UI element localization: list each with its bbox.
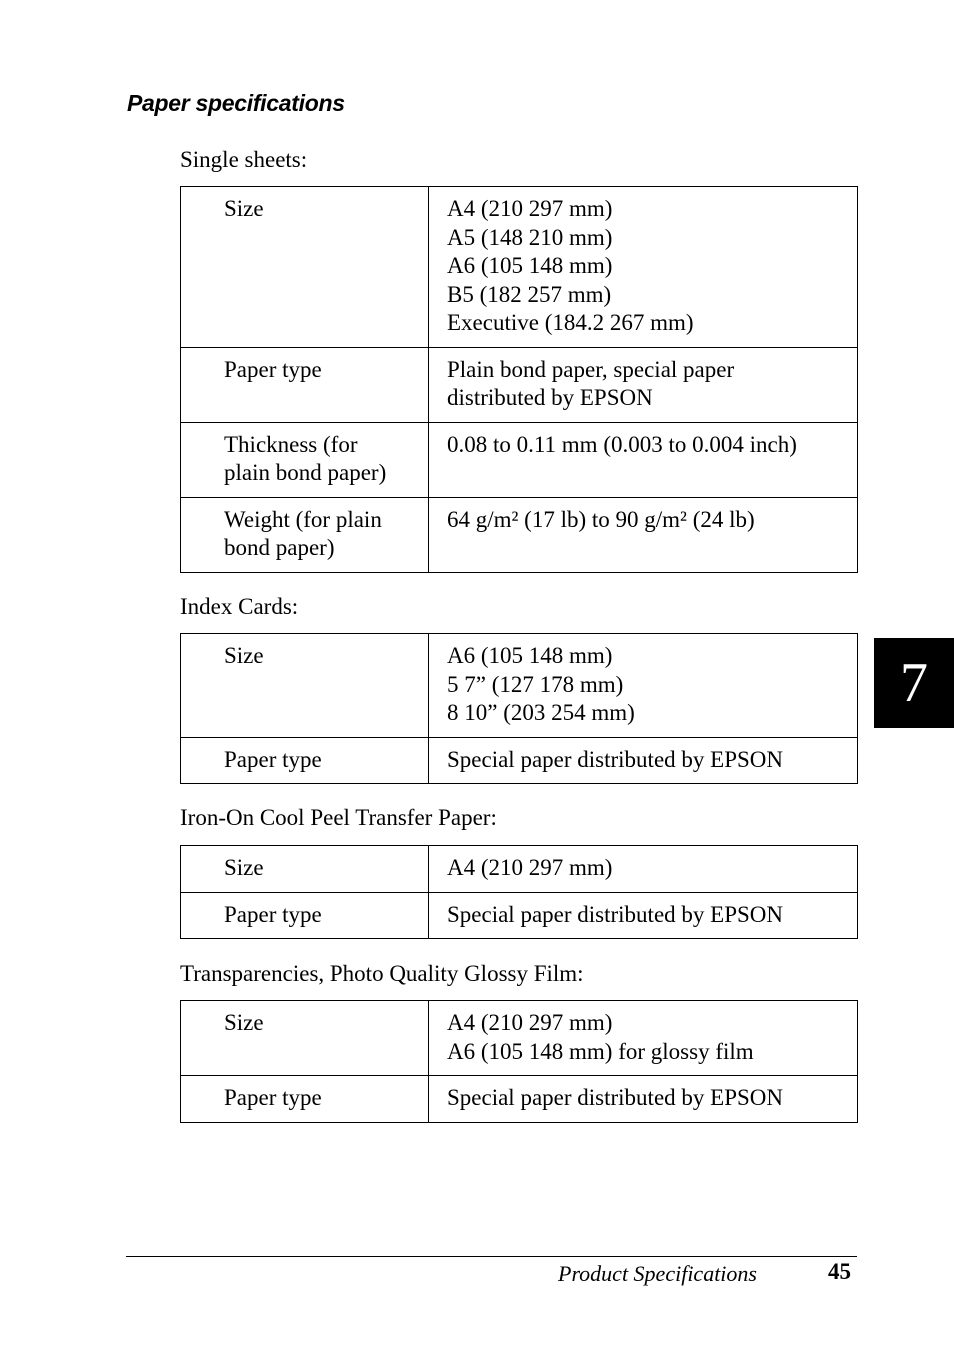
iron-on-table [180, 845, 858, 939]
table-row [181, 422, 858, 497]
single-sheets-table [180, 186, 858, 573]
table-row [181, 347, 858, 422]
spec-key: Size [181, 846, 429, 893]
spec-value: Plain bond paper, special paper distributed by EPSON [429, 347, 858, 422]
iron-on-label: Iron-On Cool Peel Transfer Paper: [180, 805, 497, 830]
table-row [181, 846, 858, 893]
spec-value: Special paper distributed by EPSON [429, 737, 858, 784]
spec-key: Size [181, 1001, 429, 1076]
spec-value: A4 (210 297 mm) A6 (105 148 mm) for glossy film [429, 1001, 858, 1076]
index-cards-table [180, 633, 858, 784]
spec-key: Thickness (for plain bond paper) [181, 422, 429, 497]
spec-key: Size [181, 634, 429, 738]
page-number: 45 [828, 1259, 851, 1284]
table-row [181, 892, 858, 939]
table-row [181, 497, 858, 572]
table-row [181, 737, 858, 784]
spec-key: Paper type [181, 892, 429, 939]
spec-value: 0.08 to 0.11 mm (0.003 to 0.004 inch) [429, 422, 858, 497]
table-row [181, 1001, 858, 1076]
section-heading: Paper specifications [127, 90, 345, 116]
chapter-tab: 7 [874, 638, 954, 728]
transparencies-table [180, 1000, 858, 1123]
table-row [181, 634, 858, 738]
footer-rule [126, 1256, 857, 1257]
spec-key: Paper type [181, 1076, 429, 1123]
index-cards-label: Index Cards: [180, 594, 299, 619]
spec-key: Paper type [181, 737, 429, 784]
single-sheets-label: Single sheets: [180, 147, 308, 172]
transparencies-label: Transparencies, Photo Quality Glossy Film: [180, 961, 584, 986]
spec-value: A4 (210 297 mm) [429, 846, 858, 893]
table-row [181, 187, 858, 348]
spec-value: 64 g/m² (17 lb) to 90 g/m² (24 lb) [429, 497, 858, 572]
table-row [181, 1076, 858, 1123]
spec-key: Paper type [181, 347, 429, 422]
spec-value: A6 (105 148 mm) 5 7” (127 178 mm) 8 10” (203 254 mm) [429, 634, 858, 738]
spec-value: A4 (210 297 mm) A5 (148 210 mm) A6 (105 148 mm) B5 (182 257 mm) Executive (184.2 267 mm) [429, 187, 858, 348]
spec-value: Special paper distributed by EPSON [429, 892, 858, 939]
spec-key: Weight (for plain bond paper) [181, 497, 429, 572]
footer-title: Product Specifications [558, 1261, 757, 1286]
spec-key: Size [181, 187, 429, 348]
spec-value: Special paper distributed by EPSON [429, 1076, 858, 1123]
